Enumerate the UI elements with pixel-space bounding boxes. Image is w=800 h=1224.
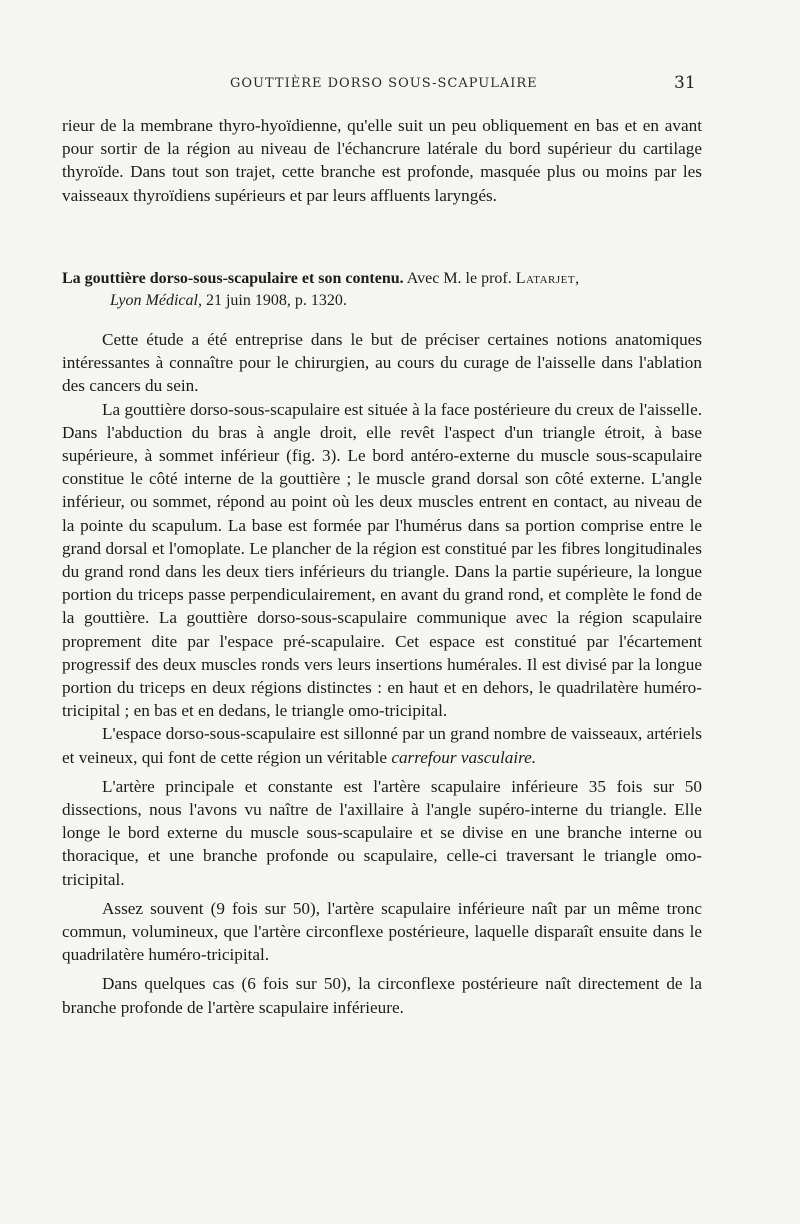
reference-journal: Lyon Médical, bbox=[110, 292, 202, 309]
paragraph-5: Assez souvent (9 fois sur 50), l'artère scapulaire inférieure naît par un même tronc commun, volumineux, que l'artère circonflexe postérieure, laquelle disparaît ensuite dans le quadrilatère huméro-tricipital. bbox=[62, 898, 702, 965]
main-body bbox=[62, 328, 702, 1019]
paragraph-4: L'artère principale et constante est l'artère scapulaire inférieure 35 fois sur 50 dissections, nous l'avons vu naître de l'axillaire à l'angle supéro-interne du triangle. Elle longe le bord externe du muscle sous-scapulaire et se divise en une branche interne ou thoracique, et une branche profonde ou scapulaire, celle-ci traversant le triangle omo-tricipital. bbox=[62, 776, 702, 889]
paragraph-6: Dans quelques cas (6 fois sur 50), la circonflexe postérieure naît directement de la branche profonde de l'artère scapulaire inférieure. bbox=[62, 974, 702, 1017]
bibliographic-reference bbox=[62, 268, 702, 312]
reference-author: Latarjet, bbox=[515, 270, 580, 287]
reference-line-1 bbox=[62, 268, 702, 290]
paragraph-3 bbox=[62, 722, 702, 768]
page-number: 31 bbox=[674, 73, 696, 93]
reference-title: La gouttière dorso-sous-scapulaire et son contenu. bbox=[62, 270, 404, 287]
carryover-paragraph bbox=[62, 114, 702, 207]
paragraph-1: Cette étude a été entreprise dans le but de préciser certaines notions anatomiques intéressantes à connaître pour le chirurgien, au cours du curage de l'aisselle dans l'ablation des cancers du sein. bbox=[62, 330, 702, 396]
reference-line-2 bbox=[62, 290, 702, 312]
reference-date: 21 juin 1908, p. 1320. bbox=[201, 292, 347, 309]
paragraph-3-emphasis: carrefour vasculaire. bbox=[391, 747, 537, 767]
running-title: GOUTTIÈRE DORSO SOUS-SCAPULAIRE bbox=[230, 76, 538, 91]
paragraph-3-text: L'espace dorso-sous-scapulaire est sillonné par un grand nombre de vaisseaux, artériels et veineux, qui font de cette région un véritable bbox=[62, 724, 702, 767]
paragraph-2: La gouttière dorso-sous-scapulaire est située à la face postérieure du creux de l'aisselle. Dans l'abduction du bras à angle droit, elle revêt l'aspect d'un triangle étroit, à base supérieure, à sommet inférieur (fig. 3). Le bord antéro-externe du muscle sous-scapulaire constitue le côté interne de la gouttière ; le muscle grand dorsal son côté externe. L'angle inférieur, ou sommet, répond au point où les deux muscles entrent en contact, au niveau de la pointe du scapulum. La base est formée par l'humérus dans sa portion comprise entre le grand dorsal et l'omoplate. Le plancher de la région est constitué par les fibres longitudinales du grand rond dans les deux tiers inférieurs du triangle. Dans la partie supérieure, la longue portion du triceps passe perpendiculairement, en avant du grand rond, et complète le fond de la gouttière. La gouttière dorso-sous-scapulaire communique avec la région scapulaire proprement dite par l'espace pré-scapulaire. Cet espace est constitué par l'écartement progressif des deux muscles ronds vers leurs insertions humérales. Il est divisé par la longue portion du triceps en deux régions distinctes : en haut et en dehors, le quadrilatère huméro-tricipital ; en bas et en dedans, le triangle omo-tricipital. bbox=[62, 399, 702, 721]
reference-with: Avec M. le prof. bbox=[403, 270, 516, 287]
carryover-text: rieur de la membrane thyro-hyoïdienne, qu'elle suit un peu obliquement en bas et en avant pour sortir de la région au niveau de l'échancrure latérale du bord supérieur du cartilage thyroïde. Dans tout son trajet, cette branche est profonde, masquée plus ou moins par les vaisseaux thyroïdiens supérieurs et par leurs affluents laryngés. bbox=[62, 116, 702, 205]
